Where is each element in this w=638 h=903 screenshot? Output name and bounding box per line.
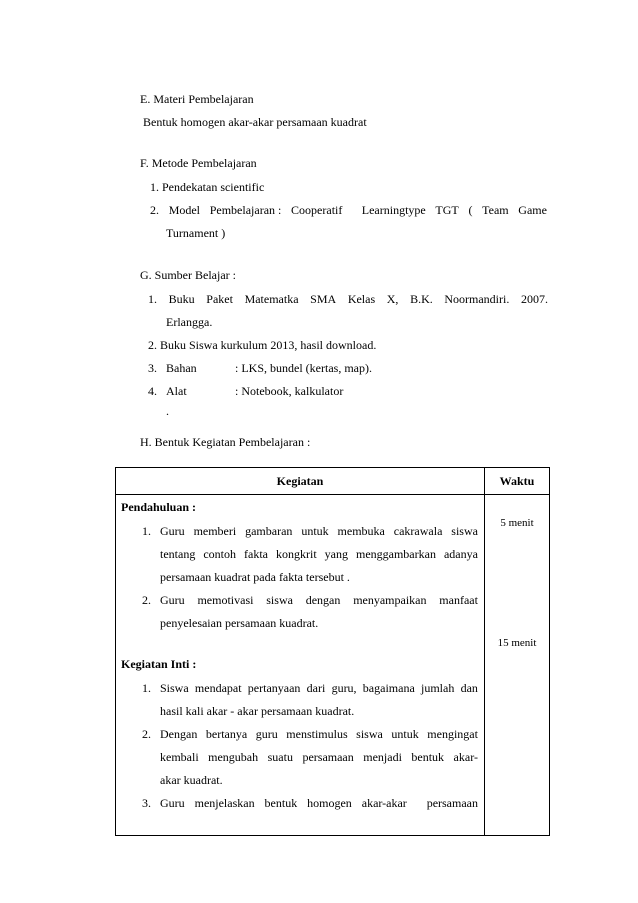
word: Siswa — [160, 681, 189, 695]
word: Guru — [160, 796, 185, 810]
word: 2. — [150, 203, 159, 217]
i3-num: 3. — [142, 796, 151, 810]
section-g-item3-num: 3. — [148, 361, 157, 375]
word: Noormandiri. — [444, 292, 510, 306]
word: Game — [518, 203, 547, 217]
i2-line3: akar kuadrat. — [160, 773, 223, 787]
word: menjadi — [363, 750, 402, 764]
word: memberi — [193, 524, 237, 538]
word: dari — [306, 681, 326, 695]
header-waktu: Waktu — [485, 468, 550, 495]
i1-line1 — [160, 681, 478, 696]
word: contoh — [203, 547, 236, 561]
word: mengubah — [208, 750, 259, 764]
word: dengan — [305, 593, 341, 607]
section-e-heading: E. Materi Pembelajaran — [140, 92, 254, 106]
word: guru, — [331, 681, 357, 695]
word: homogen — [307, 796, 352, 810]
word: dan — [460, 681, 478, 695]
table-header-row — [116, 468, 550, 495]
section-f-heading: F. Metode Pembelajaran — [140, 156, 257, 170]
word: cakrawala — [393, 524, 443, 538]
word: Learningtype — [361, 203, 426, 217]
word: fakta — [244, 547, 268, 561]
word: Dengan — [160, 727, 198, 741]
word: jumlah — [421, 681, 455, 695]
word: manfaat — [439, 593, 478, 607]
word: menstimulus — [286, 727, 348, 741]
word: SMA — [310, 292, 337, 306]
p1-line2 — [160, 547, 478, 562]
i1-num: 1. — [142, 681, 151, 695]
section-f-item2-cont: Turnament ) — [166, 226, 226, 240]
p2-num: 2. — [142, 593, 151, 607]
word: akar- — [453, 750, 478, 764]
section-g-heading: G. Sumber Belajar : — [140, 268, 236, 282]
i2-line2 — [160, 750, 478, 765]
waktu-pendahuluan: 5 menit — [500, 517, 534, 529]
word: mengingat — [427, 727, 478, 741]
section-g-item3-label: Bahan — [166, 361, 197, 375]
word: Guru — [160, 524, 185, 538]
header-kegiatan: Kegiatan — [116, 468, 485, 495]
kegiatan-table — [115, 467, 550, 836]
word: Guru — [160, 593, 185, 607]
section-g-item4-num: 4. — [148, 384, 157, 398]
word: Paket — [206, 292, 233, 306]
word: kongkrit — [275, 547, 317, 561]
word: X, — [386, 292, 399, 306]
word: siswa — [451, 524, 478, 538]
word: Cooperatif — [291, 203, 343, 217]
section-e-text: Bentuk homogen akar-akar persamaan kuadrat — [143, 115, 367, 129]
word: menyampaikan — [353, 593, 427, 607]
word: kembali — [160, 750, 199, 764]
word: 1. — [148, 292, 157, 306]
word: untuk — [301, 524, 329, 538]
word: menggambarkan — [355, 547, 436, 561]
word: Team — [482, 203, 509, 217]
word: bentuk — [264, 796, 298, 810]
word: yang — [324, 547, 348, 561]
word: ( — [468, 203, 473, 217]
section-g-item4-label: Alat — [166, 384, 187, 398]
word: membuka — [337, 524, 385, 538]
section-f-item1: 1. Pendekatan scientific — [150, 180, 265, 194]
word: bagaimana — [362, 681, 415, 695]
table-row — [116, 495, 550, 836]
word: persamaan — [302, 750, 354, 764]
section-f-item2 — [150, 203, 547, 218]
word: 2007. — [520, 292, 548, 306]
section-g-item4-value: : Notebook, kalkulator — [235, 384, 344, 398]
section-g-item3-value: : LKS, bundel (kertas, map). — [235, 361, 372, 375]
word: mendapat — [194, 681, 242, 695]
word: Model — [168, 203, 201, 217]
section-g-item2: 2. Buku Siswa kurkulum 2013, hasil download. — [148, 338, 377, 352]
word: Buku — [168, 292, 195, 306]
word: tentang — [160, 547, 196, 561]
p1-line1 — [160, 524, 478, 539]
p1-num: 1. — [142, 524, 151, 538]
word: menjelaskan — [194, 796, 255, 810]
section-g-item1 — [148, 292, 548, 307]
word: memotivasi — [197, 593, 254, 607]
section-h-heading: H. Bentuk Kegiatan Pembelajaran : — [140, 435, 311, 449]
word: persamaan — [426, 796, 478, 810]
word: bertanya — [205, 727, 248, 741]
pendahuluan-title: Pendahuluan : — [121, 500, 197, 514]
word: siswa — [266, 593, 293, 607]
word: suatu — [267, 750, 293, 764]
word: Matematka — [244, 292, 299, 306]
word: untuk — [391, 727, 419, 741]
p2-line1 — [160, 593, 478, 608]
word: siswa — [356, 727, 383, 741]
word: bentuk — [411, 750, 445, 764]
waktu-inti: 15 menit — [497, 637, 537, 649]
i3-line1 — [160, 796, 478, 811]
p1-line3: persamaan kuadrat pada fakta tersebut . — [160, 570, 350, 584]
word: adanya — [443, 547, 478, 561]
word: akar-akar — [361, 796, 407, 810]
word: gambaran — [245, 524, 293, 538]
waktu-cell — [485, 495, 550, 836]
section-g-item1-cont: Erlangga. — [166, 315, 213, 329]
word: Pembelajaran : — [209, 203, 282, 217]
word: pertanyaan — [247, 681, 301, 695]
word: B.K. — [410, 292, 433, 306]
p2-line2: penyelesaian persamaan kuadrat. — [160, 616, 319, 630]
kegiatan-cell — [116, 495, 485, 836]
inti-title: Kegiatan Inti : — [121, 657, 197, 671]
i1-line2: hasil kali akar - akar persamaan kuadrat. — [160, 704, 355, 718]
word: Kelas — [347, 292, 376, 306]
word: TGT — [435, 203, 459, 217]
i2-num: 2. — [142, 727, 151, 741]
i2-line1 — [160, 727, 478, 742]
word: guru — [255, 727, 278, 741]
section-g-item4-dot: . — [166, 404, 169, 418]
